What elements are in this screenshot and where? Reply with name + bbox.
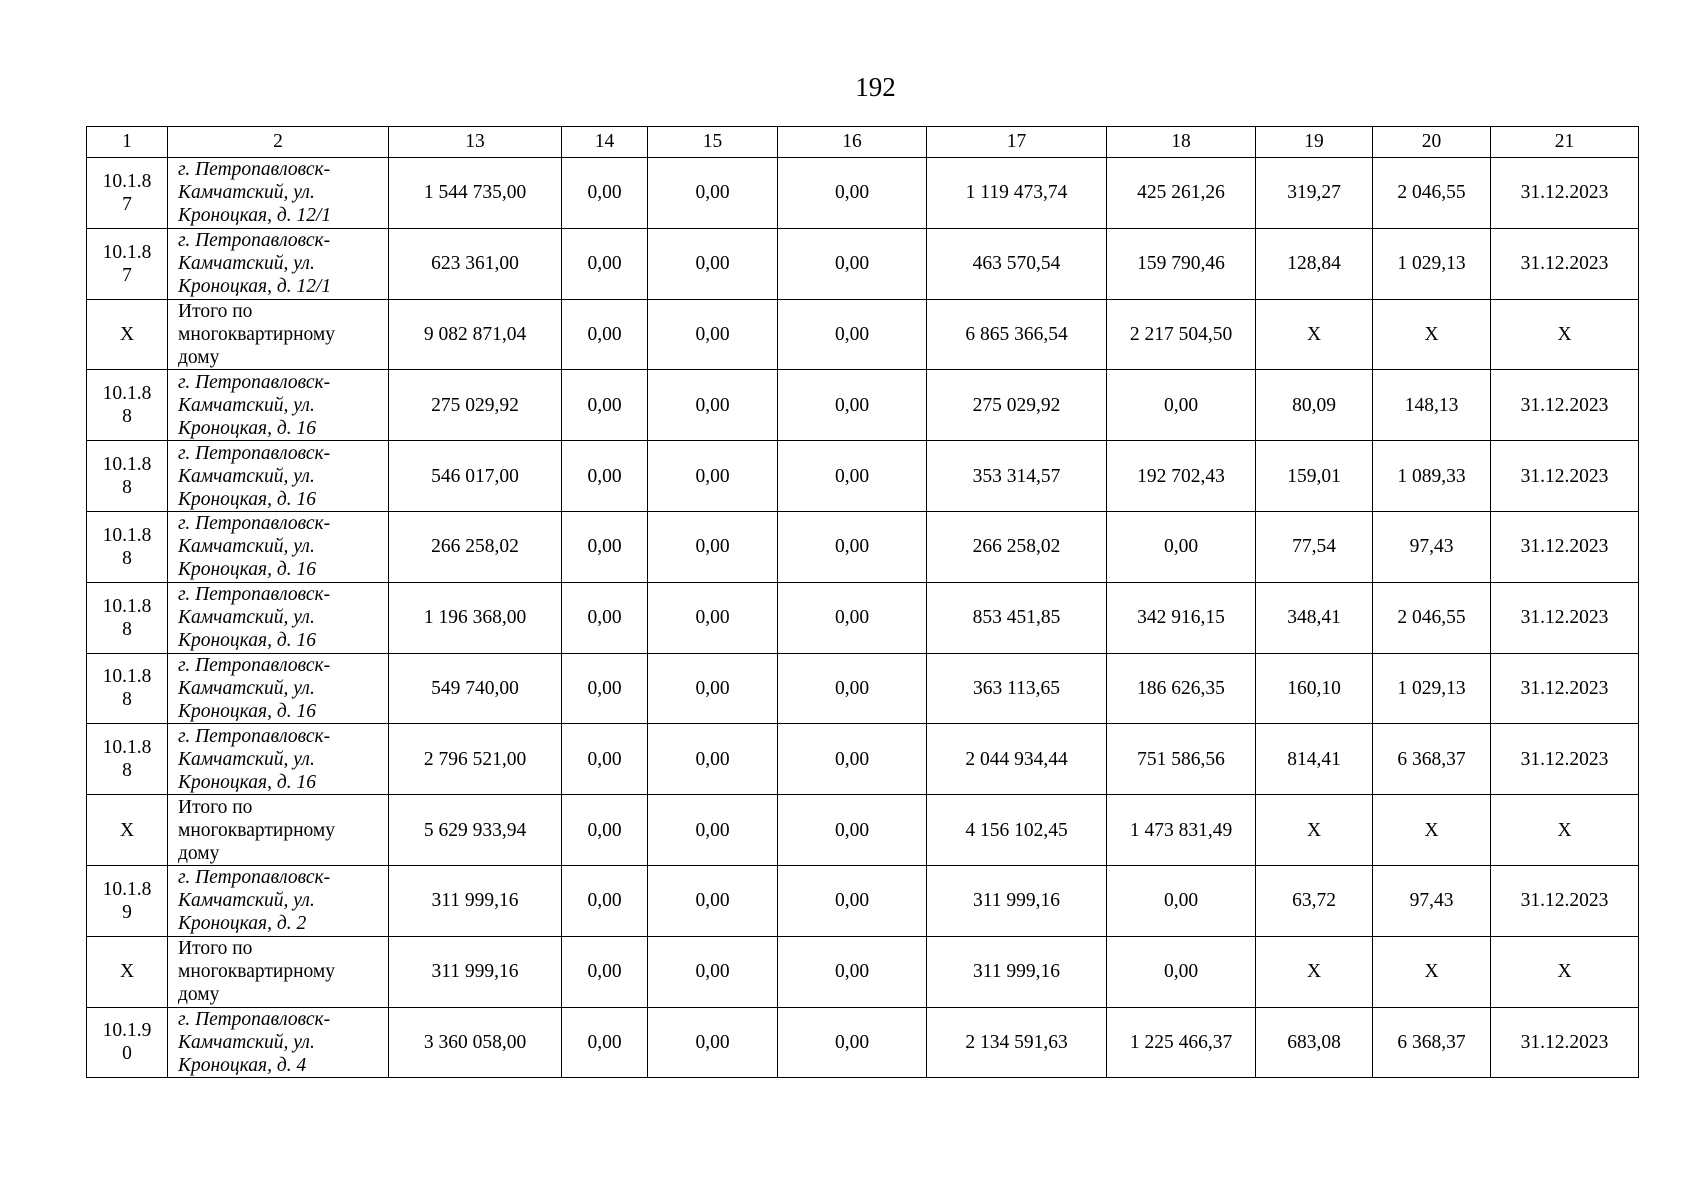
value-cell-col20: 6 368,37 bbox=[1373, 724, 1491, 795]
row-code-cell: X bbox=[87, 795, 168, 866]
column-header-18: 18 bbox=[1107, 127, 1256, 158]
value-cell-col20: 1 089,33 bbox=[1373, 441, 1491, 512]
value-cell-col19: 77,54 bbox=[1256, 511, 1373, 582]
value-cell-col20: 2 046,55 bbox=[1373, 158, 1491, 229]
value-cell-col15: 0,00 bbox=[648, 1007, 778, 1078]
value-cell-col19: 814,41 bbox=[1256, 724, 1373, 795]
value-cell-col16: 0,00 bbox=[778, 653, 927, 724]
value-cell-col14: 0,00 bbox=[562, 582, 648, 653]
table-row bbox=[87, 582, 1639, 653]
value-cell-col21: X bbox=[1491, 299, 1639, 370]
value-cell-col13: 9 082 871,04 bbox=[389, 299, 562, 370]
value-cell-col16: 0,00 bbox=[778, 158, 927, 229]
address-cell: г. Петропавловск- Камчатский, ул. Кроноцкая, д. 16 bbox=[168, 582, 389, 653]
value-cell-col18: 0,00 bbox=[1107, 370, 1256, 441]
value-cell-col18: 1 473 831,49 bbox=[1107, 795, 1256, 866]
value-cell-col19: 80,09 bbox=[1256, 370, 1373, 441]
value-cell-col16: 0,00 bbox=[778, 228, 927, 299]
value-cell-col14: 0,00 bbox=[562, 795, 648, 866]
value-cell-col15: 0,00 bbox=[648, 795, 778, 866]
table-row bbox=[87, 511, 1639, 582]
value-cell-col20: 2 046,55 bbox=[1373, 582, 1491, 653]
value-cell-col13: 5 629 933,94 bbox=[389, 795, 562, 866]
header-row bbox=[87, 127, 1639, 158]
value-cell-col19: 63,72 bbox=[1256, 865, 1373, 936]
value-cell-col18: 751 586,56 bbox=[1107, 724, 1256, 795]
value-cell-col14: 0,00 bbox=[562, 653, 648, 724]
table-row bbox=[87, 865, 1639, 936]
column-header-16: 16 bbox=[778, 127, 927, 158]
column-header-13: 13 bbox=[389, 127, 562, 158]
row-code-cell: 10.1.8 8 bbox=[87, 511, 168, 582]
row-code-cell: 10.1.8 8 bbox=[87, 653, 168, 724]
value-cell-col16: 0,00 bbox=[778, 511, 927, 582]
value-cell-col21: 31.12.2023 bbox=[1491, 582, 1639, 653]
row-code-cell: X bbox=[87, 299, 168, 370]
value-cell-col17: 4 156 102,45 bbox=[927, 795, 1107, 866]
value-cell-col13: 266 258,02 bbox=[389, 511, 562, 582]
value-cell-col15: 0,00 bbox=[648, 936, 778, 1007]
value-cell-col15: 0,00 bbox=[648, 441, 778, 512]
value-cell-col19: X bbox=[1256, 936, 1373, 1007]
page-number: 192 bbox=[855, 72, 896, 102]
value-cell-col20: 97,43 bbox=[1373, 511, 1491, 582]
value-cell-col16: 0,00 bbox=[778, 795, 927, 866]
address-cell: г. Петропавловск- Камчатский, ул. Кроноцкая, д. 2 bbox=[168, 865, 389, 936]
row-code-cell: 10.1.8 8 bbox=[87, 441, 168, 512]
total-label-cell: Итого по многоквартирному дому bbox=[168, 299, 389, 370]
value-cell-col15: 0,00 bbox=[648, 582, 778, 653]
value-cell-col15: 0,00 bbox=[648, 299, 778, 370]
value-cell-col21: 31.12.2023 bbox=[1491, 370, 1639, 441]
column-header-14: 14 bbox=[562, 127, 648, 158]
value-cell-col14: 0,00 bbox=[562, 865, 648, 936]
address-cell: г. Петропавловск- Камчатский, ул. Кроноцкая, д. 16 bbox=[168, 511, 389, 582]
value-cell-col19: 348,41 bbox=[1256, 582, 1373, 653]
value-cell-col14: 0,00 bbox=[562, 228, 648, 299]
row-code-cell: 10.1.8 9 bbox=[87, 865, 168, 936]
value-cell-col21: 31.12.2023 bbox=[1491, 653, 1639, 724]
value-cell-col20: 97,43 bbox=[1373, 865, 1491, 936]
value-cell-col15: 0,00 bbox=[648, 653, 778, 724]
value-cell-col20: 6 368,37 bbox=[1373, 1007, 1491, 1078]
value-cell-col17: 6 865 366,54 bbox=[927, 299, 1107, 370]
value-cell-col14: 0,00 bbox=[562, 1007, 648, 1078]
value-cell-col20: 1 029,13 bbox=[1373, 653, 1491, 724]
value-cell-col14: 0,00 bbox=[562, 724, 648, 795]
value-cell-col21: 31.12.2023 bbox=[1491, 724, 1639, 795]
value-cell-col17: 463 570,54 bbox=[927, 228, 1107, 299]
value-cell-col17: 311 999,16 bbox=[927, 936, 1107, 1007]
address-cell: г. Петропавловск- Камчатский, ул. Кроноцкая, д. 16 bbox=[168, 724, 389, 795]
total-row bbox=[87, 795, 1639, 866]
value-cell-col20: X bbox=[1373, 795, 1491, 866]
value-cell-col17: 363 113,65 bbox=[927, 653, 1107, 724]
column-header-21: 21 bbox=[1491, 127, 1639, 158]
value-cell-col16: 0,00 bbox=[778, 441, 927, 512]
value-cell-col18: 186 626,35 bbox=[1107, 653, 1256, 724]
column-header-1: 1 bbox=[87, 127, 168, 158]
row-code-cell: 10.1.8 7 bbox=[87, 158, 168, 229]
value-cell-col19: 128,84 bbox=[1256, 228, 1373, 299]
column-header-17: 17 bbox=[927, 127, 1107, 158]
column-header-19: 19 bbox=[1256, 127, 1373, 158]
value-cell-col18: 2 217 504,50 bbox=[1107, 299, 1256, 370]
value-cell-col13: 1 196 368,00 bbox=[389, 582, 562, 653]
value-cell-col19: 159,01 bbox=[1256, 441, 1373, 512]
value-cell-col20: 1 029,13 bbox=[1373, 228, 1491, 299]
value-cell-col16: 0,00 bbox=[778, 724, 927, 795]
value-cell-col13: 311 999,16 bbox=[389, 936, 562, 1007]
table-row bbox=[87, 370, 1639, 441]
row-code-cell: X bbox=[87, 936, 168, 1007]
value-cell-col13: 3 360 058,00 bbox=[389, 1007, 562, 1078]
address-cell: г. Петропавловск- Камчатский, ул. Кроноцкая, д. 16 bbox=[168, 441, 389, 512]
value-cell-col14: 0,00 bbox=[562, 511, 648, 582]
value-cell-col15: 0,00 bbox=[648, 370, 778, 441]
table-row bbox=[87, 441, 1639, 512]
value-cell-col21: 31.12.2023 bbox=[1491, 511, 1639, 582]
table-row bbox=[87, 1007, 1639, 1078]
value-cell-col15: 0,00 bbox=[648, 511, 778, 582]
value-cell-col21: 31.12.2023 bbox=[1491, 228, 1639, 299]
value-cell-col17: 266 258,02 bbox=[927, 511, 1107, 582]
value-cell-col20: X bbox=[1373, 299, 1491, 370]
value-cell-col21: X bbox=[1491, 795, 1639, 866]
data-table bbox=[86, 126, 1639, 1078]
table-row bbox=[87, 228, 1639, 299]
value-cell-col13: 549 740,00 bbox=[389, 653, 562, 724]
value-cell-col13: 1 544 735,00 bbox=[389, 158, 562, 229]
value-cell-col16: 0,00 bbox=[778, 865, 927, 936]
address-cell: г. Петропавловск- Камчатский, ул. Кроноцкая, д. 16 bbox=[168, 370, 389, 441]
value-cell-col14: 0,00 bbox=[562, 936, 648, 1007]
column-header-20: 20 bbox=[1373, 127, 1491, 158]
value-cell-col15: 0,00 bbox=[648, 724, 778, 795]
table-header bbox=[87, 127, 1639, 158]
value-cell-col18: 0,00 bbox=[1107, 865, 1256, 936]
value-cell-col17: 311 999,16 bbox=[927, 865, 1107, 936]
value-cell-col17: 2 134 591,63 bbox=[927, 1007, 1107, 1078]
value-cell-col17: 853 451,85 bbox=[927, 582, 1107, 653]
value-cell-col14: 0,00 bbox=[562, 441, 648, 512]
value-cell-col13: 2 796 521,00 bbox=[389, 724, 562, 795]
value-cell-col21: 31.12.2023 bbox=[1491, 1007, 1639, 1078]
row-code-cell: 10.1.8 8 bbox=[87, 724, 168, 795]
value-cell-col17: 275 029,92 bbox=[927, 370, 1107, 441]
address-cell: г. Петропавловск- Камчатский, ул. Кроноцкая, д. 4 bbox=[168, 1007, 389, 1078]
value-cell-col19: 319,27 bbox=[1256, 158, 1373, 229]
address-cell: г. Петропавловск- Камчатский, ул. Кроноцкая, д. 12/1 bbox=[168, 158, 389, 229]
value-cell-col18: 1 225 466,37 bbox=[1107, 1007, 1256, 1078]
value-cell-col19: X bbox=[1256, 795, 1373, 866]
value-cell-col13: 311 999,16 bbox=[389, 865, 562, 936]
total-row bbox=[87, 299, 1639, 370]
value-cell-col21: X bbox=[1491, 936, 1639, 1007]
value-cell-col13: 546 017,00 bbox=[389, 441, 562, 512]
value-cell-col15: 0,00 bbox=[648, 865, 778, 936]
row-code-cell: 10.1.8 8 bbox=[87, 370, 168, 441]
value-cell-col21: 31.12.2023 bbox=[1491, 865, 1639, 936]
value-cell-col16: 0,00 bbox=[778, 370, 927, 441]
value-cell-col13: 275 029,92 bbox=[389, 370, 562, 441]
value-cell-col19: 683,08 bbox=[1256, 1007, 1373, 1078]
value-cell-col13: 623 361,00 bbox=[389, 228, 562, 299]
value-cell-col16: 0,00 bbox=[778, 936, 927, 1007]
value-cell-col14: 0,00 bbox=[562, 370, 648, 441]
value-cell-col17: 353 314,57 bbox=[927, 441, 1107, 512]
value-cell-col18: 0,00 bbox=[1107, 936, 1256, 1007]
value-cell-col18: 192 702,43 bbox=[1107, 441, 1256, 512]
value-cell-col18: 425 261,26 bbox=[1107, 158, 1256, 229]
table-body bbox=[87, 158, 1639, 1078]
total-label-cell: Итого по многоквартирному дому bbox=[168, 936, 389, 1007]
total-row bbox=[87, 936, 1639, 1007]
value-cell-col19: 160,10 bbox=[1256, 653, 1373, 724]
table-row bbox=[87, 158, 1639, 229]
value-cell-col17: 1 119 473,74 bbox=[927, 158, 1107, 229]
value-cell-col16: 0,00 bbox=[778, 582, 927, 653]
value-cell-col18: 0,00 bbox=[1107, 511, 1256, 582]
value-cell-col16: 0,00 bbox=[778, 1007, 927, 1078]
value-cell-col15: 0,00 bbox=[648, 228, 778, 299]
row-code-cell: 10.1.8 7 bbox=[87, 228, 168, 299]
value-cell-col20: X bbox=[1373, 936, 1491, 1007]
value-cell-col18: 342 916,15 bbox=[1107, 582, 1256, 653]
address-cell: г. Петропавловск- Камчатский, ул. Кроноцкая, д. 16 bbox=[168, 653, 389, 724]
value-cell-col19: X bbox=[1256, 299, 1373, 370]
value-cell-col20: 148,13 bbox=[1373, 370, 1491, 441]
column-header-15: 15 bbox=[648, 127, 778, 158]
table-row bbox=[87, 724, 1639, 795]
value-cell-col14: 0,00 bbox=[562, 299, 648, 370]
row-code-cell: 10.1.8 8 bbox=[87, 582, 168, 653]
value-cell-col17: 2 044 934,44 bbox=[927, 724, 1107, 795]
value-cell-col16: 0,00 bbox=[778, 299, 927, 370]
row-code-cell: 10.1.9 0 bbox=[87, 1007, 168, 1078]
value-cell-col21: 31.12.2023 bbox=[1491, 158, 1639, 229]
value-cell-col15: 0,00 bbox=[648, 158, 778, 229]
total-label-cell: Итого по многоквартирному дому bbox=[168, 795, 389, 866]
value-cell-col14: 0,00 bbox=[562, 158, 648, 229]
column-header-2: 2 bbox=[168, 127, 389, 158]
value-cell-col21: 31.12.2023 bbox=[1491, 441, 1639, 512]
value-cell-col18: 159 790,46 bbox=[1107, 228, 1256, 299]
address-cell: г. Петропавловск- Камчатский, ул. Кроноцкая, д. 12/1 bbox=[168, 228, 389, 299]
table-row bbox=[87, 653, 1639, 724]
